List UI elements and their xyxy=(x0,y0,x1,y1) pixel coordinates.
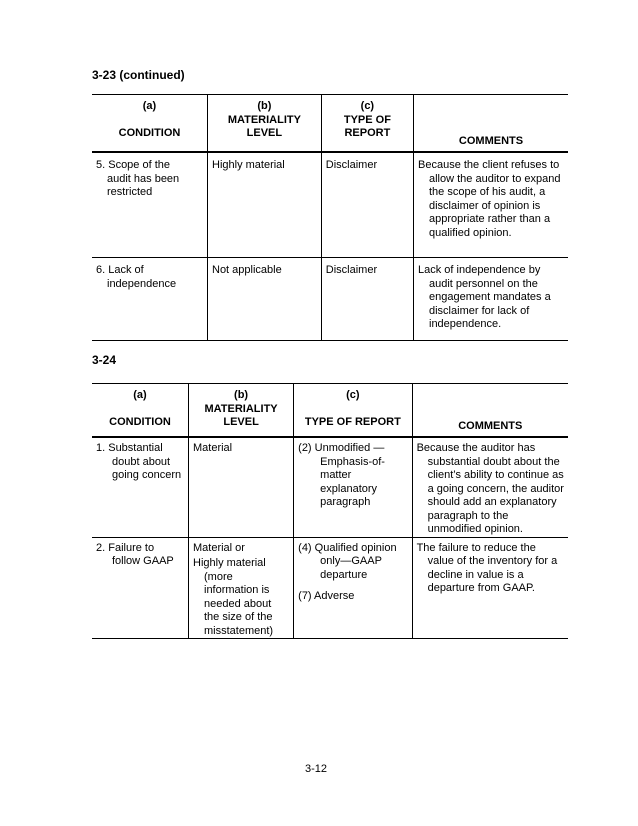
report-cell: Disclaimer xyxy=(321,152,413,258)
header-materiality: (b) MATERIALITY LEVEL xyxy=(208,95,322,153)
comments-cell: Because the client refuses to allow the auditor to expand the scope of his audit, a disclaimer of opinion is appropriate rather than a qualified opinion. xyxy=(414,152,569,258)
section-title-3-24: 3-24 xyxy=(92,353,117,367)
condition-cell: 2. Failure to follow GAAP xyxy=(96,541,174,567)
header-type-of-report: (c) TYPE OF REPORT xyxy=(321,95,413,153)
materiality-cell: Not applicable xyxy=(208,258,322,341)
header-condition: (a) CONDITION xyxy=(92,95,208,153)
report-cell: (2) Unmodified — Emphasis-of-matter explanatory paragraph xyxy=(294,437,412,537)
header-materiality: (b) MATERIALITY LEVEL xyxy=(189,384,294,438)
header-comments: COMMENTS xyxy=(414,95,569,153)
condition-cell: 6. Lack of independence xyxy=(96,264,177,290)
materiality-cell: Material xyxy=(189,437,294,537)
report-cell: Disclaimer xyxy=(321,258,413,341)
table-row xyxy=(92,258,568,341)
materiality-cell: Material or Highly material (more information is needed about the size of the misstatement) xyxy=(189,537,294,639)
condition-cell: 5. Scope of the audit has been restricted xyxy=(92,152,208,258)
table-row xyxy=(92,437,568,537)
page-number: 3-12 xyxy=(305,763,328,775)
table-header-row xyxy=(92,95,568,153)
condition-cell: 1. Substantial doubt about going concern xyxy=(92,437,189,537)
table-row xyxy=(92,537,568,639)
table-3-23 xyxy=(92,94,568,341)
table-header-row xyxy=(92,384,568,438)
comments-cell: The failure to reduce the value of the inventory for a decline in value is a departure from GAAP. xyxy=(412,537,568,639)
header-type-of-report: (c) TYPE OF REPORT xyxy=(294,384,412,438)
table-row xyxy=(92,152,568,258)
header-comments: COMMENTS xyxy=(412,384,568,438)
materiality-cell: Highly material xyxy=(208,152,322,258)
section-title-3-23: 3-23 (continued) xyxy=(92,68,185,82)
comments-cell: Lack of independence by audit personnel on the engagement mandates a disclaimer for lack of independence. xyxy=(414,258,569,341)
comments-cell: Because the auditor has substantial doubt about the client’s ability to continue as a going concern, the auditor should add an explanatory paragraph to the unmodified opinion. xyxy=(412,437,568,537)
header-condition: (a) CONDITION xyxy=(92,384,189,438)
table-3-24 xyxy=(92,383,568,639)
report-cell: (4) Qualified opinion only—GAAP departure (7) Adverse xyxy=(294,537,412,639)
